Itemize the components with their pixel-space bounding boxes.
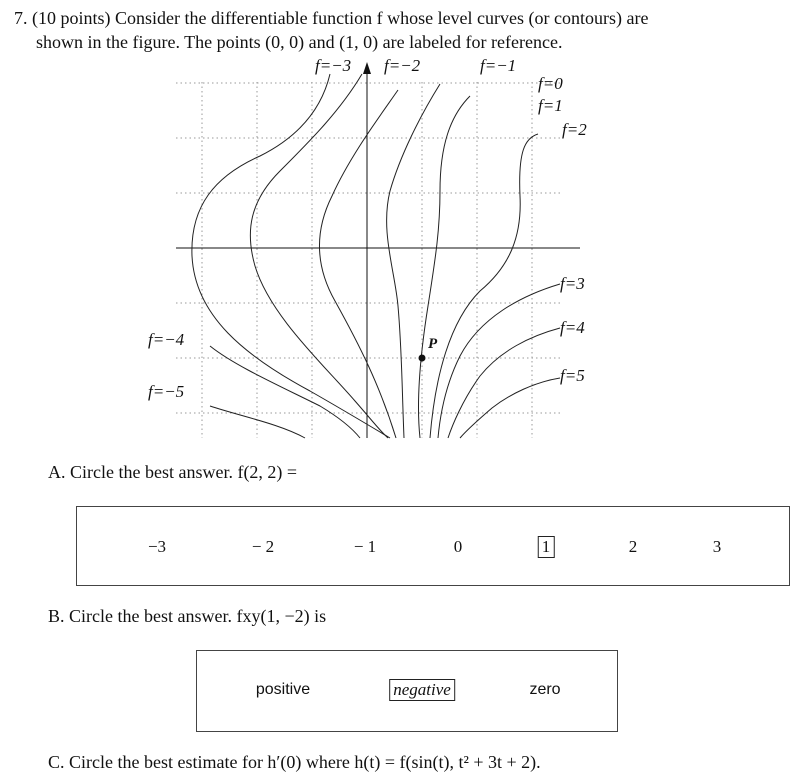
option-a-0[interactable]: 0: [453, 537, 463, 556]
problem-line-1: [14, 8, 648, 28]
option-b-positive[interactable]: positive: [255, 681, 311, 698]
grid: [176, 82, 560, 438]
problem-statement: [14, 6, 774, 54]
label-f-4: f=4: [560, 318, 585, 337]
contour-f-5: [460, 378, 560, 438]
question-b-answer-box: [196, 650, 618, 732]
problem-number: 7.: [14, 8, 28, 28]
option-b-negative-selected[interactable]: negative: [389, 679, 455, 701]
contour-f-3: [438, 284, 560, 438]
contour-figure: [140, 56, 610, 448]
label-f-5: f=5: [560, 366, 585, 385]
label-f-1: f=1: [538, 96, 563, 115]
y-axis-arrow: [363, 62, 371, 74]
label-f-2: f=2: [562, 120, 587, 139]
label-f-m3: f=−3: [315, 56, 352, 75]
contours: [192, 74, 560, 438]
label-f-m5: f=−5: [148, 382, 185, 401]
contour-f-m3: [192, 74, 390, 438]
option-a-neg1[interactable]: − 1: [353, 537, 377, 556]
contour-f-1: [418, 96, 470, 438]
label-f-3: f=3: [560, 274, 585, 293]
point-p: [419, 355, 426, 362]
question-b-text: B. Circle the best answer. fxy(1, −2) is: [48, 606, 327, 626]
contour-f-4: [448, 328, 560, 438]
option-a-neg2[interactable]: − 2: [251, 537, 275, 556]
label-point-p: P: [428, 336, 438, 352]
question-c-text: C. Circle the best estimate for h′(0) where h(t) = f(sin(t), t² + 3t + 2).: [48, 752, 541, 772]
option-a-neg3[interactable]: −3: [147, 537, 167, 556]
problem-line-2: shown in the figure. The points (0, 0) and (1, 0) are labeled for reference.: [36, 32, 563, 52]
problem-text-1: (10 points) Consider the differentiable function f whose level curves (or contours) are: [32, 8, 649, 28]
label-f-0: f=0: [538, 74, 563, 93]
contour-f-m4: [210, 346, 360, 438]
label-f-m2: f=−2: [384, 56, 421, 75]
contour-f-m1: [319, 90, 398, 438]
option-a-3[interactable]: 3: [712, 537, 722, 556]
label-f-m4: f=−4: [148, 330, 185, 349]
contour-f-0: [387, 84, 440, 438]
option-b-zero[interactable]: zero: [529, 681, 561, 698]
option-a-1-selected[interactable]: 1: [538, 536, 555, 558]
label-f-m1: f=−1: [480, 56, 517, 75]
option-a-2[interactable]: 2: [628, 537, 638, 556]
question-a-text: A. Circle the best answer. f(2, 2) =: [48, 462, 298, 482]
question-a-answer-box: [76, 506, 790, 586]
